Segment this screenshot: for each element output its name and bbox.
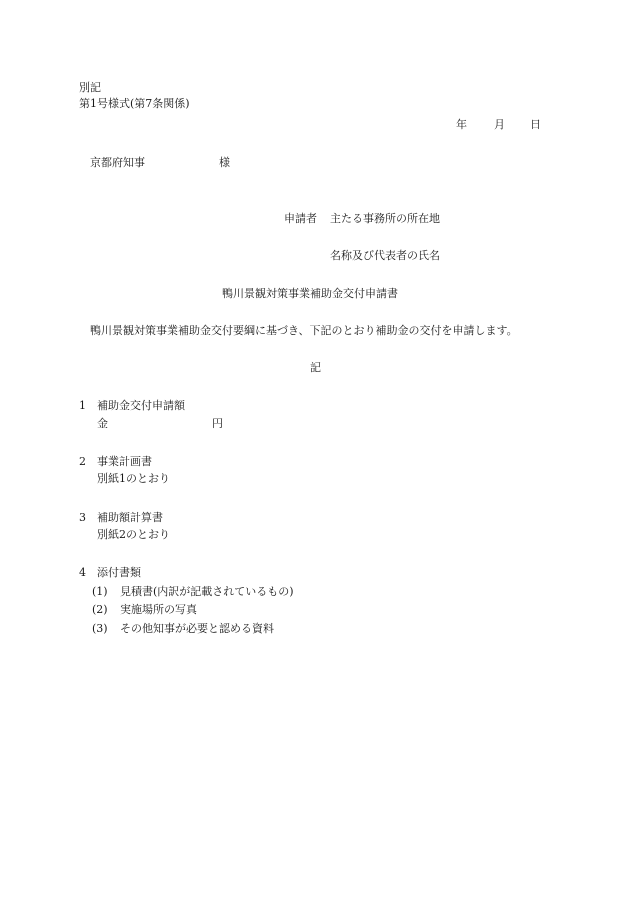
attachment-label: 別記	[79, 81, 101, 94]
item-number: 3	[79, 511, 86, 524]
item-label: 添付書類	[97, 566, 141, 579]
ki-label: 記	[310, 361, 321, 374]
item-label: 補助額計算書	[97, 511, 163, 524]
body-text: 鴨川景観対策事業補助金交付要綱に基づき、下記のとおり補助金の交付を申請します。	[90, 324, 518, 337]
applicant-name-label: 名称及び代表者の氏名	[330, 249, 440, 262]
document-title: 鴨川景観対策事業補助金交付申請書	[222, 287, 398, 300]
applicant-address-label: 主たる事務所の所在地	[330, 212, 440, 225]
item-number: 4	[79, 566, 86, 579]
amount-prefix: 金	[97, 417, 108, 430]
form-number: 第1号様式(第7条関係)	[79, 97, 190, 110]
attachment-number: (1)	[92, 585, 108, 598]
addressee-name: 京都府知事	[90, 156, 145, 169]
item-detail: 別紙2のとおり	[97, 528, 170, 541]
item-label: 補助金交付申請額	[97, 399, 185, 412]
amount-suffix: 円	[212, 417, 223, 430]
attachment-number: (2)	[92, 603, 108, 616]
attachment-label: 実施場所の写真	[120, 603, 197, 616]
attachment-number: (3)	[92, 622, 108, 635]
date-day-label: 日	[530, 118, 541, 131]
applicant-label: 申請者	[284, 212, 317, 225]
item-number: 1	[79, 399, 86, 412]
item-label: 事業計画書	[97, 455, 152, 468]
date-month-label: 月	[494, 118, 505, 131]
date-year-label: 年	[456, 118, 467, 131]
item-detail: 別紙1のとおり	[97, 472, 170, 485]
addressee-honorific: 様	[219, 156, 230, 169]
attachment-label: 見積書(内訳が記載されているもの)	[120, 585, 294, 598]
attachment-label: その他知事が必要と認める資料	[120, 622, 274, 635]
item-number: 2	[79, 455, 86, 468]
